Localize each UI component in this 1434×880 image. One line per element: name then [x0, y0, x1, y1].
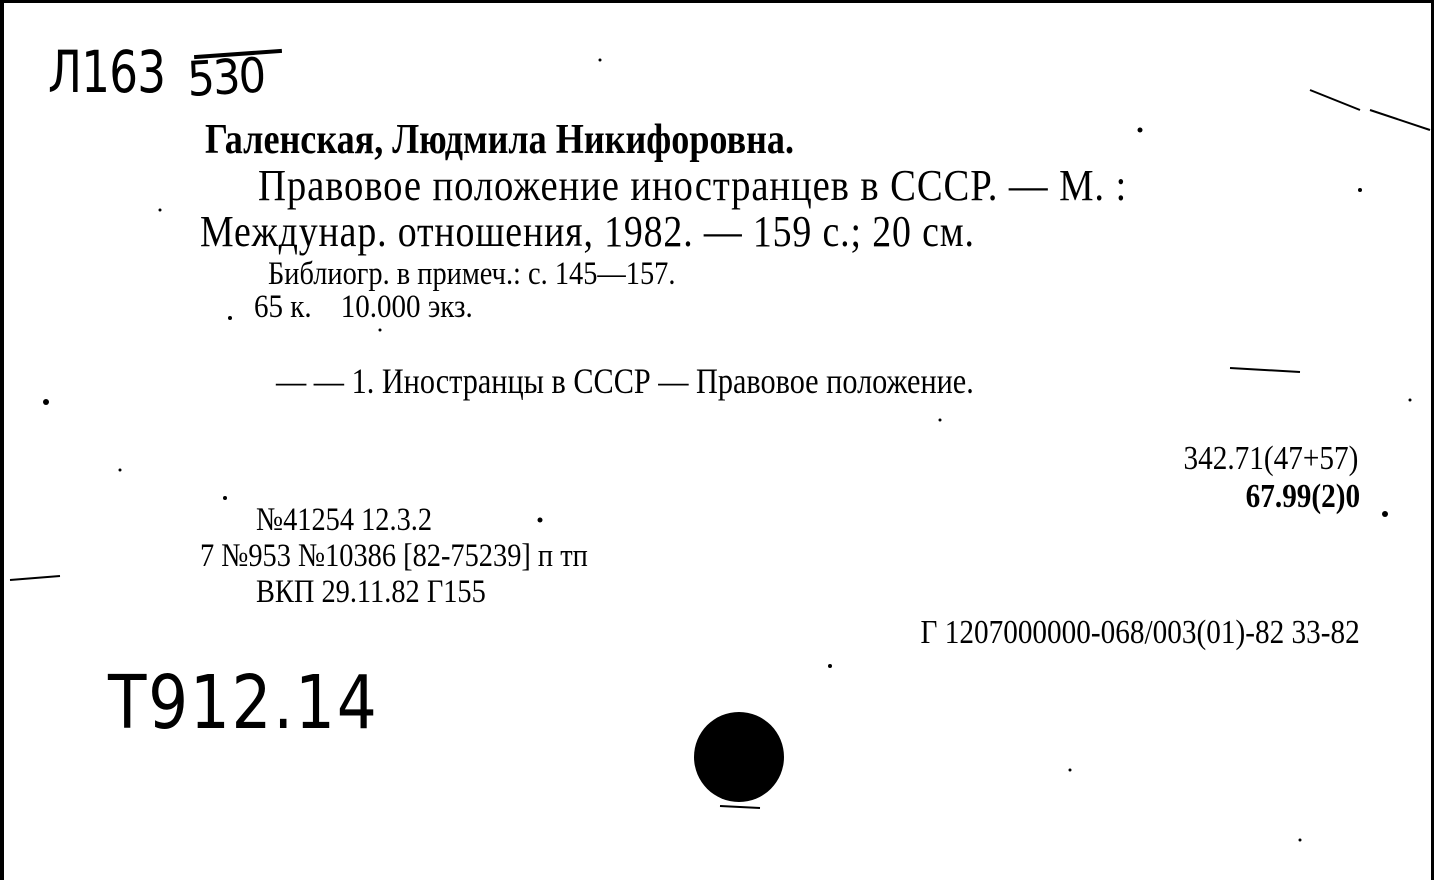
registry-line-3: ВКП 29.11.82 Г155 — [256, 574, 486, 610]
title-line-2: Междунар. отношения, 1982. — 159 с.; 20 см. — [200, 207, 975, 256]
card-punch-hole — [694, 712, 784, 802]
bibliography-note: Библиогр. в примеч.: с. 145—157. — [268, 256, 676, 292]
subject-heading: — — 1. Иностранцы в СССР — Правовое положение. — [276, 361, 974, 401]
price-and-print-run: 65 к. 10.000 экз. — [254, 289, 473, 325]
title-line-1: Правовое положение иностранцев в СССР. — М. : — [258, 161, 1128, 210]
shelf-code: Т912.14 — [108, 660, 379, 746]
registry-line-1: №41254 12.3.2 — [256, 502, 433, 538]
call-number-sub: 530 — [186, 47, 266, 108]
classification-code-2: 67.99(2)0 — [1245, 478, 1360, 515]
publisher-index-line: Г 1207000000-068/003(01)-82 33-82 — [920, 614, 1360, 651]
call-number-main: Л163 — [48, 38, 166, 106]
classification-code-1: 342.71(47+57) — [1183, 440, 1358, 477]
registry-line-2: 7 №953 №10386 [82-75239] п тп — [200, 538, 588, 574]
author-heading: Галенская, Людмила Никифоровна. — [205, 117, 794, 163]
